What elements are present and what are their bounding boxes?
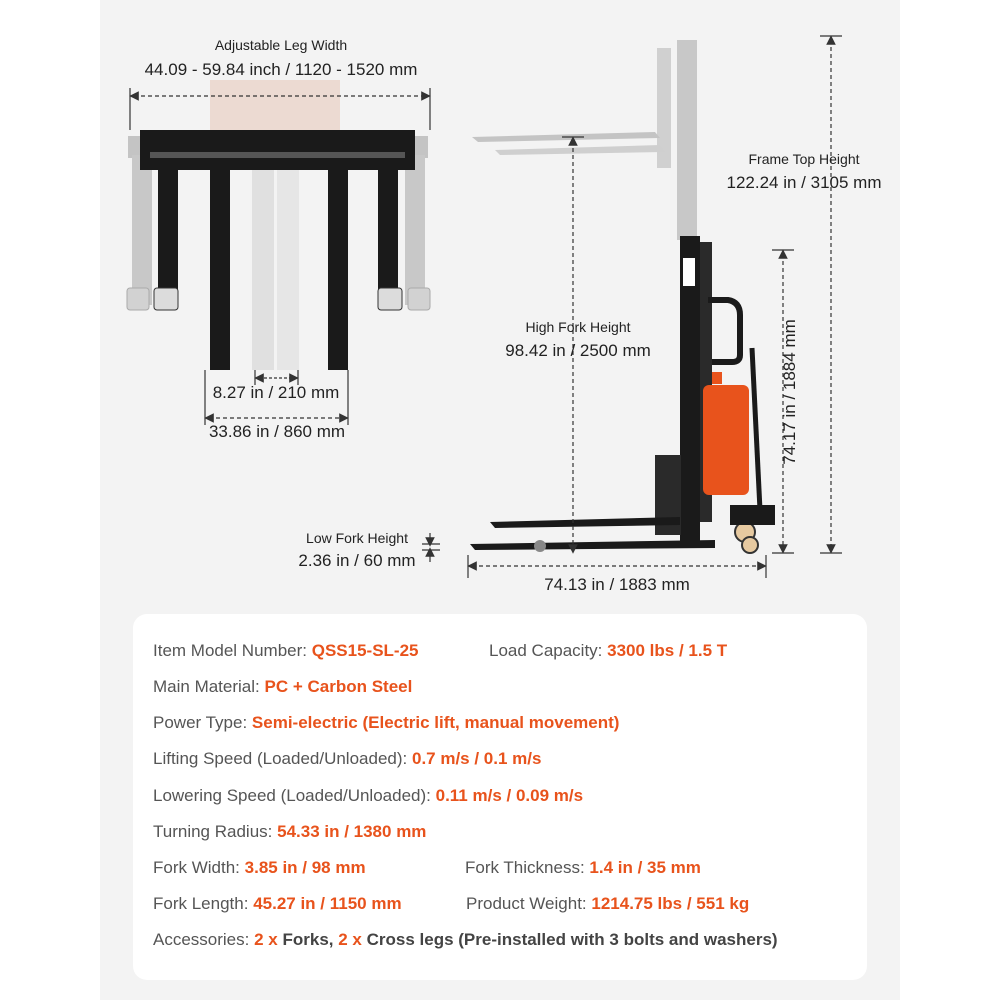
spec-turning-label: Turning Radius: xyxy=(153,822,273,841)
side-height-value: 74.17 in / 1884 mm xyxy=(780,319,799,465)
frame-top-title: Frame Top Height xyxy=(748,151,860,167)
spec-lifting-label: Lifting Speed (Loaded/Unloaded): xyxy=(153,749,408,768)
spec-weight xyxy=(466,894,749,914)
spec-accessories xyxy=(153,930,778,950)
spec-fork-thickness-label: Fork Thickness: xyxy=(465,858,585,877)
spec-lifting xyxy=(153,749,541,769)
spec-power-value: Semi-electric (Electric lift, manual movement) xyxy=(251,713,620,732)
spec-capacity-label: Load Capacity: xyxy=(489,641,603,660)
spec-model xyxy=(153,641,419,661)
high-fork-value: 98.42 in / 2500 mm xyxy=(505,341,651,360)
spec-fork-width-label: Fork Width: xyxy=(153,858,240,877)
spec-model-label: Item Model Number: xyxy=(153,641,307,660)
spec-capacity xyxy=(489,641,727,661)
side-dimension-lines xyxy=(422,36,842,578)
spec-fork-length xyxy=(153,894,402,914)
spec-fork-thickness-value: 1.4 in / 35 mm xyxy=(589,858,701,877)
side-view xyxy=(470,40,775,553)
spec-power-label: Power Type: xyxy=(153,713,248,732)
spec-weight-value: 1214.75 lbs / 551 kg xyxy=(591,894,750,913)
spec-turning xyxy=(153,822,426,842)
front-view xyxy=(127,80,430,370)
spec-lowering-value: 0.11 m/s / 0.09 m/s xyxy=(435,786,584,805)
spec-fork-thickness xyxy=(465,858,701,878)
leg-width-title: Adjustable Leg Width xyxy=(214,37,348,53)
spec-lowering xyxy=(153,786,583,806)
low-fork-value: 2.36 in / 60 mm xyxy=(298,551,416,570)
accessory-qty-2: 2 x xyxy=(338,930,362,949)
low-fork-title: Low Fork Height xyxy=(306,530,408,546)
spec-model-value: QSS15-SL-25 xyxy=(311,641,419,660)
spec-turning-value: 54.33 in / 1380 mm xyxy=(277,822,427,841)
spec-lowering-label: Lowering Speed (Loaded/Unloaded): xyxy=(153,786,431,805)
spec-material-label: Main Material: xyxy=(153,677,260,696)
fork-gap-value: 8.27 in / 210 mm xyxy=(212,383,340,402)
frame-top-value: 122.24 in / 3105 mm xyxy=(726,173,882,192)
spec-fork-length-value: 45.27 in / 1150 mm xyxy=(253,894,402,913)
spec-accessories-label: Accessories: xyxy=(153,930,250,949)
high-fork-title: High Fork Height xyxy=(525,319,631,335)
spec-lifting-value: 0.7 m/s / 0.1 m/s xyxy=(411,749,542,768)
accessory-qty-1: 2 x xyxy=(254,930,278,949)
spec-material xyxy=(153,677,412,697)
length-value: 74.13 in / 1883 mm xyxy=(544,575,690,594)
spec-material-value: PC + Carbon Steel xyxy=(264,677,413,696)
accessory-item-1: Forks, xyxy=(282,930,334,949)
spec-fork-length-label: Fork Length: xyxy=(153,894,249,913)
spec-weight-label: Product Weight: xyxy=(466,894,587,913)
leg-width-value: 44.09 - 59.84 inch / 1120 - 1520 mm xyxy=(144,60,418,79)
spec-fork-width xyxy=(153,858,366,878)
fork-outer-value: 33.86 in / 860 mm xyxy=(208,422,346,441)
spec-power xyxy=(153,713,619,733)
spec-fork-width-value: 3.85 in / 98 mm xyxy=(244,858,366,877)
accessory-item-2: Cross legs (Pre-installed with 3 bolts and washers) xyxy=(366,930,778,949)
spec-capacity-value: 3300 lbs / 1.5 T xyxy=(607,641,728,660)
